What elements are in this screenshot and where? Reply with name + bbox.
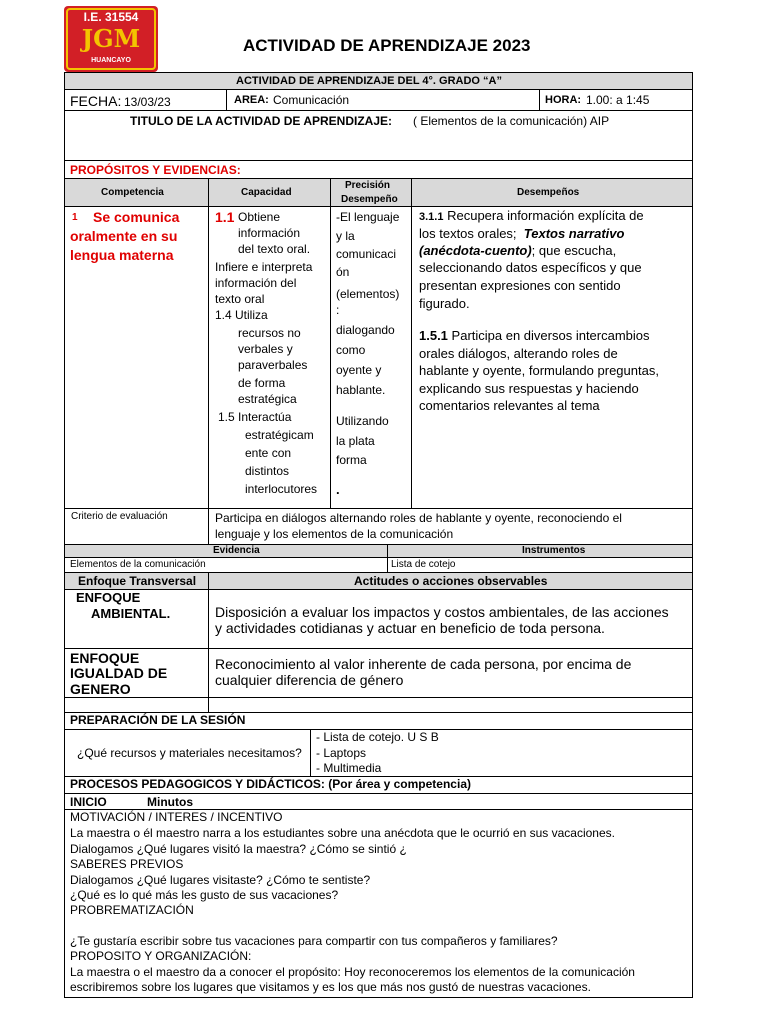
- precision-line: la plata: [336, 434, 375, 448]
- col-precision-2: Desempeño: [341, 194, 398, 205]
- recurso-item: - Laptops: [316, 746, 367, 760]
- capacidad-line: ente con: [245, 446, 292, 460]
- instrumentos-label: Instrumentos: [522, 545, 586, 556]
- capacidad-line: del texto oral.: [238, 242, 311, 256]
- document-title: ACTIVIDAD DE APRENDIZAJE 2023: [243, 36, 531, 55]
- fecha-label: FECHA:: [70, 93, 122, 109]
- criterio-line-2: lenguaje y los elementos de la comunicación: [215, 527, 454, 541]
- capacidad-line: paraverbales: [238, 358, 308, 372]
- body-line: SABERES PREVIOS: [70, 857, 184, 871]
- capacidad-line: 1.5 Interactúa: [218, 410, 292, 424]
- desempeno-1-emph: Textos narrativo: [523, 226, 625, 241]
- capacidad-line: estratégicam: [245, 428, 314, 442]
- desempeno-2-number: 1.5.1: [419, 328, 448, 343]
- body-line: ¿Qué es lo qué más les gusto de sus vacaciones?: [70, 888, 339, 902]
- desempeno-2-text: comentarios relevantes al tema: [419, 398, 600, 413]
- capacidad-line: información: [238, 226, 301, 240]
- body-line: escribiremos sobre los lugares que visitamos y es los que más nos gustó de nuestras vacaciones.: [70, 980, 591, 994]
- propositos-label: PROPÓSITOS Y EVIDENCIAS:: [70, 163, 241, 177]
- area-value: Comunicación: [273, 93, 350, 107]
- precision-line: .: [336, 482, 340, 497]
- inicio-label: INICIO: [70, 795, 107, 809]
- body-line: La maestra o él maestro narra a los estudiantes sobre una anécdota que le ocurrió en sus vacaciones.: [70, 826, 615, 840]
- enfoque-igualdad-desc-1: Reconocimiento al valor inherente de cada persona, por encima de: [215, 656, 632, 672]
- precision-line: hablante.: [336, 383, 386, 397]
- capacidad-line: Infiere e interpreta: [215, 260, 313, 274]
- instrumentos-value: Lista de cotejo: [391, 559, 456, 570]
- desempeno-1-number: 3.1.1: [419, 211, 444, 223]
- fecha-value: 13/03/23: [124, 95, 171, 109]
- capacidad-line: recursos no: [238, 326, 301, 340]
- logo-top-text: I.E. 31554: [83, 10, 139, 24]
- minutos-label: Minutos: [147, 795, 193, 809]
- capacidad-number: 1.1: [215, 209, 235, 225]
- desempeno-1-text: presentan expresiones con sentido: [419, 278, 621, 293]
- precision-line: :: [336, 303, 340, 317]
- recurso-item: - Lista de cotejo. U S B: [316, 730, 439, 744]
- capacidad-line: distintos: [245, 464, 290, 478]
- competencia-line-3: lengua materna: [70, 247, 174, 263]
- logo-city: HUANCAYO: [91, 57, 131, 64]
- preparacion-label: PREPARACIÓN DE LA SESIÓN: [70, 713, 246, 727]
- enfoque-igualdad-desc-2: cualquier diferencia de género: [215, 672, 404, 688]
- capacidad-line: estratégica: [238, 392, 297, 406]
- col-capacidad: Capacidad: [241, 187, 292, 198]
- capacidad-line: Obtiene: [238, 210, 281, 224]
- procesos-label: PROCESOS PEDAGOGICOS Y DIDÁCTICOS: (Por área y competencia): [70, 777, 471, 791]
- precision-line: oyente y: [336, 363, 382, 377]
- actitudes-label: Actitudes o acciones observables: [354, 574, 548, 588]
- precision-line: comunicaci: [336, 247, 397, 261]
- recursos-question: ¿Qué recursos y materiales necesitamos?: [77, 746, 302, 760]
- body-line: MOTIVACIÓN / INTERES / INCENTIVO: [70, 810, 283, 824]
- competencia-line-1: Se comunica: [93, 209, 180, 225]
- precision-line: (elementos): [336, 287, 400, 301]
- recurso-item: - Multimedia: [316, 761, 382, 775]
- capacidad-line: verbales y: [238, 342, 293, 356]
- grade-title: ACTIVIDAD DE APRENDIZAJE DEL 4°. GRADO “A”: [236, 75, 502, 87]
- evidencia-label: Evidencia: [213, 545, 260, 556]
- col-desempenos: Desempeños: [517, 187, 580, 198]
- capacidad-line: de forma: [238, 376, 286, 390]
- desempeno-1-text: los textos orales;: [419, 226, 517, 241]
- col-precision: Precisión: [345, 180, 391, 191]
- enfoque-label: Enfoque Transversal: [78, 574, 197, 588]
- school-logo: [64, 6, 158, 72]
- criterio-label: Criterio de evaluación: [71, 511, 168, 522]
- hora-value: 1.00: a 1:45: [586, 93, 650, 107]
- competencia-line-2: oralmente en su: [70, 228, 178, 244]
- capacidad-line: información del: [215, 276, 297, 290]
- body-line: Dialogamos ¿Qué lugares visitó la maestra? ¿Cómo se sintió ¿: [70, 842, 407, 856]
- capacidad-line: interlocutores: [245, 482, 318, 496]
- desempeno-2-text: hablante y oyente, formulando preguntas,: [419, 363, 659, 378]
- precision-line: dialogando: [336, 323, 395, 337]
- enfoque-igualdad-1: ENFOQUE: [70, 650, 140, 666]
- logo-letters: JGM: [81, 24, 141, 53]
- precision-line: ón: [336, 265, 350, 279]
- desempeno-2-text: orales diálogos, alterando roles de: [419, 346, 618, 361]
- body-line: PROBREMATIZACIÓN: [70, 903, 194, 917]
- evidencia-header-row: [65, 545, 692, 557]
- col-competencia: Competencia: [101, 187, 164, 198]
- precision-line: -El lenguaje: [336, 210, 400, 224]
- desempeno-1-text: seleccionando datos específicos y que: [419, 260, 642, 275]
- body-line: PROPOSITO Y ORGANIZACIÓN:: [70, 949, 252, 963]
- desempeno-2-text: explicando sus respuestas y haciendo: [419, 381, 639, 396]
- precision-line: y la: [336, 229, 355, 243]
- precision-line: como: [336, 343, 366, 357]
- capacidad-line: texto oral: [215, 292, 265, 306]
- capacidad-line: 1.4 Utiliza: [215, 308, 268, 322]
- body-line: ¿Te gustaría escribir sobre tus vacaciones para compartir con tus compañeros y familiares?: [70, 934, 558, 948]
- precision-line: Utilizando: [336, 414, 389, 428]
- desempeno-1-emph: (anécdota-cuento): [419, 243, 532, 258]
- enfoque-igualdad-3: GENERO: [70, 681, 131, 697]
- enfoque-ambiental-desc-2: y actividades cotidianas y actuar en beneficio de toda persona.: [215, 620, 605, 636]
- body-line: La maestra o el maestro da a conocer el propósito: Hoy reconoceremos los elementos de la comunicación: [70, 965, 635, 979]
- titulo-label: TITULO DE LA ACTIVIDAD DE APRENDIZAJE:: [130, 114, 393, 128]
- area-label: AREA:: [234, 94, 269, 106]
- precision-line: forma: [336, 453, 367, 467]
- criterio-line-1: Participa en diálogos alternando roles de hablante y oyente, reconociendo el: [215, 511, 622, 525]
- desempeno-2-text: Participa en diversos intercambios: [451, 328, 650, 343]
- body-line: Dialogamos ¿Qué lugares visitaste? ¿Cómo te sentiste?: [70, 873, 371, 887]
- enfoque-ambiental-1: ENFOQUE: [76, 590, 141, 605]
- enfoque-ambiental-2: AMBIENTAL.: [91, 606, 171, 621]
- enfoque-ambiental-desc-1: Disposición a evaluar los impactos y costos ambientales, de las acciones: [215, 604, 669, 620]
- titulo-value: ( Elementos de la comunicación) AIP: [413, 114, 610, 128]
- evidencia-value: Elementos de la comunicación: [70, 559, 206, 570]
- desempeno-1-text: Recupera información explícita de: [447, 208, 644, 223]
- desempeno-1-text: ; que escucha,: [531, 243, 617, 258]
- hora-label: HORA:: [545, 94, 582, 106]
- desempeno-1-text: figurado.: [419, 296, 470, 311]
- enfoque-igualdad-2: IGUALDAD DE: [70, 665, 168, 681]
- competencia-number: 1: [72, 212, 78, 223]
